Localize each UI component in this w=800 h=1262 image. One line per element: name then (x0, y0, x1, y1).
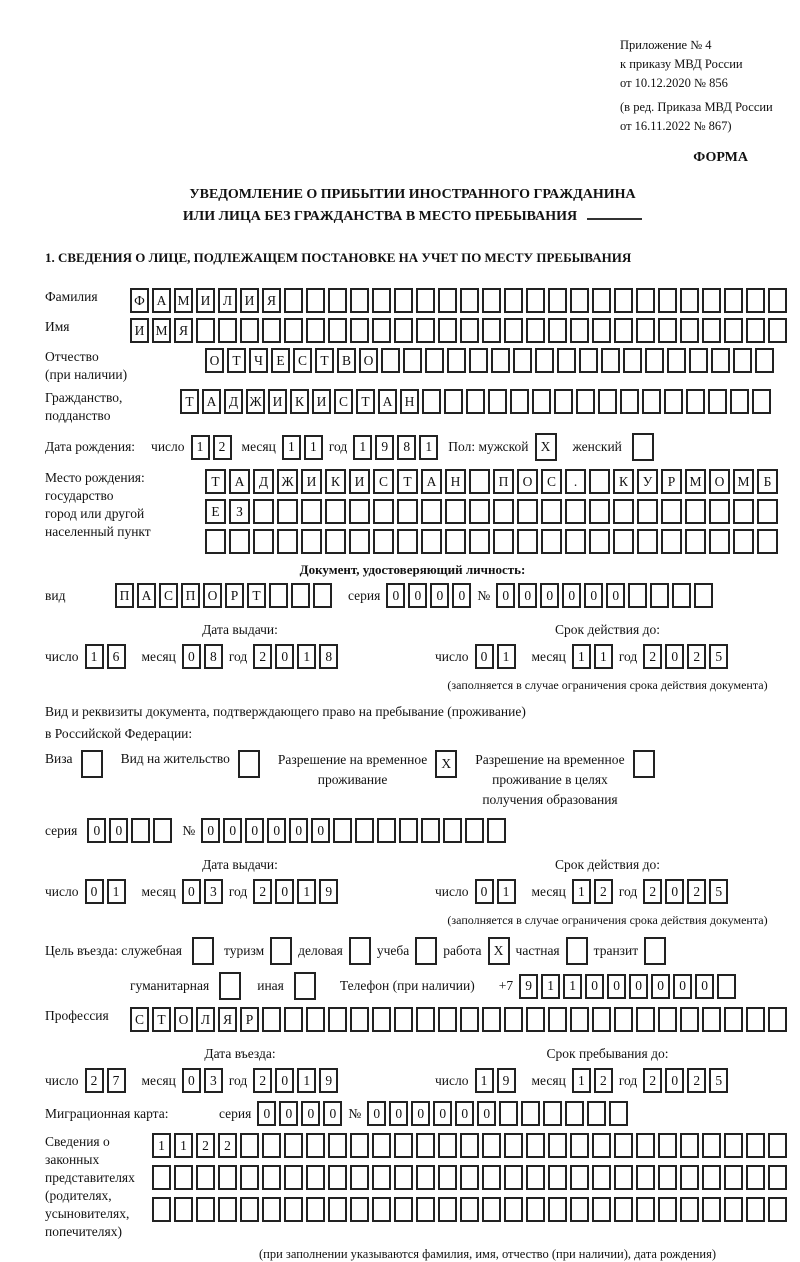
representatives-row (45, 1133, 780, 1241)
patronymic-row (45, 348, 780, 384)
entry-year-label: год (228, 1072, 248, 1088)
id-expiry-year-label: год (618, 648, 638, 664)
surname-input[interactable]: Ф А М И Л И Я (130, 288, 787, 313)
id-issue-day-label: число (45, 648, 79, 664)
entry-year-input[interactable]: 2 0 1 9 (253, 1068, 338, 1093)
id-expiry-day-input[interactable]: 0 1 (475, 644, 516, 669)
permit-series-input[interactable]: 0 0 (87, 818, 172, 843)
other-purpose-checkbox[interactable] (294, 972, 316, 1000)
birthplace-label: Место рождения: государство город или другой населенный пункт (45, 470, 151, 539)
permit-issue-year-input[interactable]: 2 0 1 9 (253, 879, 338, 904)
birth-month-input[interactable]: 1 1 (282, 435, 323, 460)
permit-type-row (45, 750, 780, 810)
permit-expiry-month-label: месяц (531, 883, 566, 899)
entry-date-header: Дата въезда: (204, 1046, 276, 1061)
profession-row (45, 1007, 780, 1032)
permit-expiry-year-label: год (618, 883, 638, 899)
stay-day-input[interactable]: 1 9 (475, 1068, 516, 1093)
sex-male-checkbox[interactable]: X (535, 433, 557, 461)
migration-series-label: серия (219, 1105, 252, 1121)
permit-series-row (45, 818, 780, 843)
work-checkbox[interactable]: X (488, 937, 510, 965)
id-doc-type-label: вид (45, 587, 66, 603)
id-issue-date-header: Дата выдачи: (202, 622, 278, 637)
citizenship-input[interactable]: Т А Д Ж И К И С Т А Н (180, 389, 771, 414)
permit-series-label: серия (45, 822, 78, 838)
id-issue-year-input[interactable]: 2 0 1 8 (253, 644, 338, 669)
phone-prefix: +7 (498, 978, 514, 993)
id-doc-type-input[interactable]: П А С П О Р Т (115, 583, 332, 608)
id-expiry-month-input[interactable]: 1 1 (572, 644, 613, 669)
purpose-row (45, 937, 780, 965)
name-row (45, 318, 780, 343)
permit-issue-year-label: год (228, 883, 248, 899)
entry-day-label: число (45, 1072, 79, 1088)
stay-year-label: год (618, 1072, 638, 1088)
birth-month-label: месяц (241, 439, 276, 454)
residence-permit-checkbox[interactable] (238, 750, 260, 778)
representatives-input-line3[interactable] (152, 1197, 787, 1222)
id-expiry-day-label: число (435, 648, 469, 664)
entry-date-headers (45, 1038, 780, 1062)
private-label: частная (515, 943, 560, 958)
temp-residence-checkbox[interactable]: X (435, 750, 457, 778)
sex-female-label: женский (572, 439, 622, 454)
representatives-input-line1[interactable]: 1 1 2 2 (152, 1133, 787, 1158)
work-label: работа (443, 943, 482, 958)
id-issue-month-label: месяц (141, 648, 176, 664)
citizenship-row (45, 389, 780, 425)
permit-number-input[interactable]: 0 0 0 0 0 0 (201, 818, 506, 843)
stay-month-input[interactable]: 1 2 (572, 1068, 613, 1093)
birthplace-input-line1[interactable]: Т А Д Ж И К И С Т А Н П О С . К У Р М О М Б (205, 469, 778, 494)
transit-label: транзит (593, 943, 639, 958)
permit-issue-day-input[interactable]: 0 1 (85, 879, 126, 904)
visa-label: Виза (45, 751, 73, 766)
phone-label: Телефон (при наличии) (339, 978, 475, 993)
tourism-label: туризм (224, 943, 265, 958)
permit-expiry-month-input[interactable]: 1 2 (572, 879, 613, 904)
temp-residence-edu-label: Разрешение на временное проживание в целях получения образования (475, 752, 625, 807)
order-line: к приказу МВД России (620, 57, 743, 71)
entry-day-input[interactable]: 2 7 (85, 1068, 126, 1093)
entry-dates-row (45, 1068, 780, 1093)
permit-issue-date-header: Дата выдачи: (202, 857, 278, 872)
id-doc-series-input[interactable]: 0 0 0 0 (386, 583, 471, 608)
phone-input[interactable]: 9 1 1 0 0 0 0 0 0 (519, 974, 736, 999)
purpose-row2 (45, 972, 780, 1000)
representatives-input-line2[interactable] (152, 1165, 787, 1190)
id-doc-heading: Документ, удостоверяющий личность: (299, 562, 526, 577)
id-doc-date-headers (45, 614, 780, 638)
permit-expiry-date-header: Срок действия до: (555, 857, 660, 872)
birth-date-label: Дата рождения: (45, 439, 136, 454)
id-doc-row (45, 583, 780, 608)
surname-label: Фамилия (45, 289, 98, 304)
surname-row (45, 288, 780, 313)
birth-date-row (45, 433, 780, 461)
humanitarian-checkbox[interactable] (219, 972, 241, 1000)
migration-card-label: Миграционная карта: (45, 1105, 169, 1121)
id-doc-number-input[interactable]: 0 0 0 0 0 0 (496, 583, 713, 608)
residence-permit-label: Вид на жительство (120, 751, 230, 766)
id-issue-month-input[interactable]: 0 8 (182, 644, 223, 669)
business-label: деловая (298, 943, 343, 958)
representatives-label: Сведения о законных представителях (родителях, усыновителях, попечителях) (45, 1134, 135, 1239)
stay-until-header: Срок пребывания до: (546, 1046, 669, 1061)
citizenship-label: Гражданство, подданство (45, 390, 123, 423)
permit-issue-day-label: число (45, 883, 79, 899)
id-issue-year-label: год (228, 648, 248, 664)
order-date: от 10.12.2020 № 856 (620, 76, 728, 90)
study-checkbox[interactable] (415, 937, 437, 965)
entry-month-input[interactable]: 0 3 (182, 1068, 223, 1093)
id-expiry-month-label: месяц (531, 648, 566, 664)
study-label: учеба (376, 943, 410, 958)
page-title (45, 184, 780, 228)
permit-date-headers (45, 849, 780, 873)
birth-year-input[interactable]: 1 9 8 1 (353, 435, 438, 460)
permit-expiry-day-input[interactable]: 0 1 (475, 879, 516, 904)
permit-doc-line2: в Российской Федерации: (45, 726, 193, 741)
migration-series-input[interactable]: 0 0 0 0 (257, 1101, 342, 1126)
id-doc-series-label: серия (348, 587, 381, 603)
temp-residence-edu-checkbox[interactable] (633, 750, 655, 778)
permit-doc-line1: Вид и реквизиты документа, подтверждающего право на пребывание (проживание) (45, 704, 526, 719)
patronymic-input[interactable]: О Т Ч Е С Т В О (205, 348, 774, 373)
transit-checkbox[interactable] (644, 937, 666, 965)
birthplace-input-line2[interactable]: Е З (205, 499, 778, 524)
birth-year-label: год (328, 439, 348, 454)
visa-checkbox[interactable] (81, 750, 103, 778)
purpose-official-checkbox[interactable] (192, 937, 214, 965)
birthplace-input-line3[interactable] (205, 529, 778, 554)
edition-line2: от 16.11.2022 № 867) (620, 119, 732, 133)
private-checkbox[interactable] (566, 937, 588, 965)
annex-number: Приложение № 4 (620, 38, 712, 52)
profession-input[interactable]: С Т О Л Я Р (130, 1007, 787, 1032)
title-blank-line (587, 206, 642, 220)
representatives-note: (при заполнении указываются фамилия, имя, отчество (при наличии), дата рождения) (258, 1247, 717, 1261)
tourism-checkbox[interactable] (270, 937, 292, 965)
sex-male-label: Пол: мужской (448, 439, 529, 454)
id-expiry-date-header: Срок действия до: (555, 622, 660, 637)
patronymic-label: Отчество (при наличии) (45, 349, 128, 382)
permit-issue-month-label: месяц (141, 883, 176, 899)
business-checkbox[interactable] (349, 937, 371, 965)
stay-day-label: число (435, 1072, 469, 1088)
title-line2: ИЛИ ЛИЦА БЕЗ ГРАЖДАНСТВА В МЕСТО ПРЕБЫВАНИЯ (45, 206, 780, 228)
permit-issue-month-input[interactable]: 0 3 (182, 879, 223, 904)
stay-year-input[interactable]: 2 0 2 5 (643, 1068, 728, 1093)
migration-number-label: № (348, 1105, 362, 1121)
id-expiry-year-input[interactable]: 2 0 2 5 (643, 644, 728, 669)
order-reference (620, 36, 780, 136)
birth-day-label: число (151, 439, 185, 454)
permit-expiry-day-label: число (435, 883, 469, 899)
birth-day-input[interactable]: 1 2 (191, 435, 232, 460)
name-input[interactable]: И М Я (130, 318, 787, 343)
birthplace-row (45, 469, 780, 554)
stay-month-label: месяц (531, 1072, 566, 1088)
temp-residence-label: Разрешение на временное проживание (277, 752, 428, 787)
edition-line1: (в ред. Приказа МВД России (620, 100, 773, 114)
migration-card-row (45, 1101, 780, 1126)
id-doc-number-label: № (477, 587, 491, 603)
humanitarian-label: гуманитарная (130, 978, 210, 993)
section1-heading: 1. СВЕДЕНИЯ О ЛИЦЕ, ПОДЛЕЖАЩЕМ ПОСТАНОВКЕ НА УЧЕТ ПО МЕСТУ ПРЕБЫВАНИЯ (45, 250, 632, 265)
permit-dates-row (45, 879, 780, 904)
id-doc-dates-row (45, 644, 780, 669)
entry-month-label: месяц (141, 1072, 176, 1088)
migration-number-input[interactable]: 0 0 0 0 0 0 (367, 1101, 628, 1126)
name-label: Имя (45, 319, 70, 334)
purpose-official-label: Цель въезда: служебная (45, 943, 182, 958)
profession-label: Профессия (45, 1008, 109, 1023)
form-label: ФОРМА (693, 150, 748, 165)
sex-female-checkbox[interactable] (632, 433, 654, 461)
other-purpose-label: иная (257, 978, 284, 993)
permit-number-label: № (182, 822, 196, 838)
id-issue-day-input[interactable]: 1 6 (85, 644, 126, 669)
permit-expiry-year-input[interactable]: 2 0 2 5 (643, 879, 728, 904)
id-expiry-note: (заполняется в случае ограничения срока действия документа) (447, 678, 768, 692)
permit-expiry-note: (заполняется в случае ограничения срока действия документа) (447, 913, 768, 927)
title-line1: УВЕДОМЛЕНИЕ О ПРИБЫТИИ ИНОСТРАННОГО ГРАЖДАНИНА (189, 187, 636, 202)
